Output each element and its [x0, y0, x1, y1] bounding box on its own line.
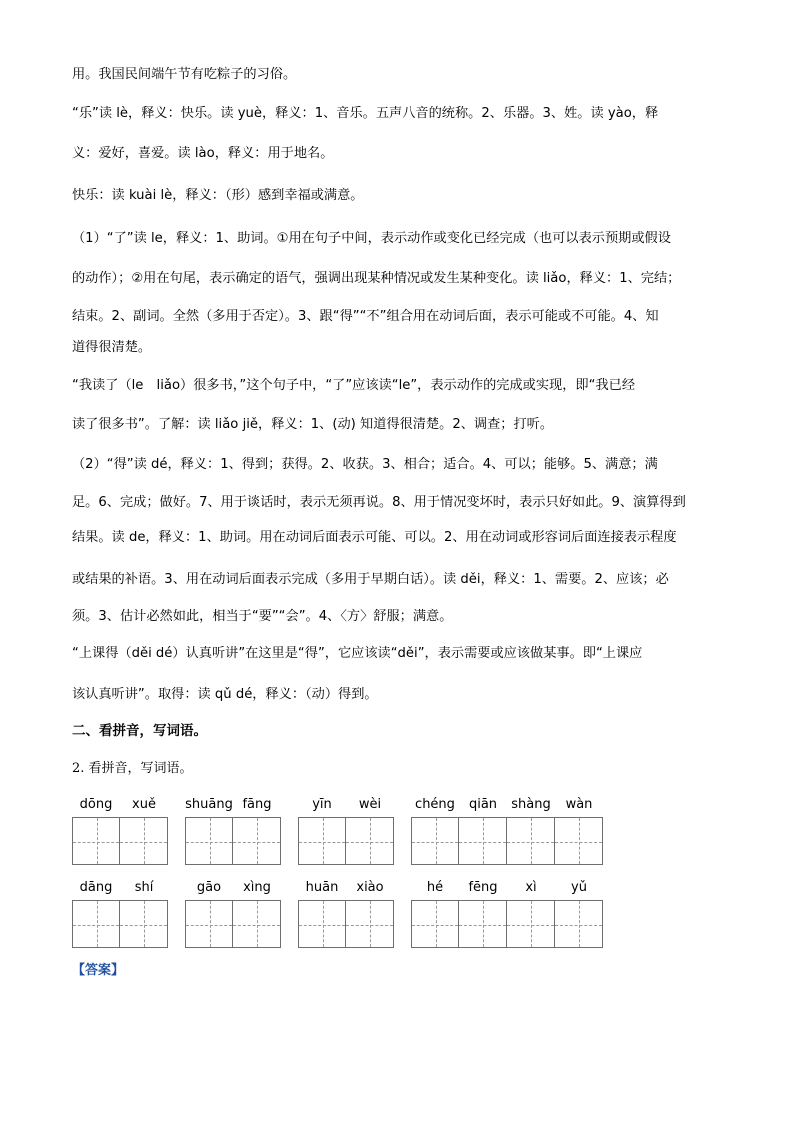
- paragraph-line: 结果。读 de，释义：1、助词。用在动词后面表示可能、可以。2、用在动词或形容词后面连接表示程度: [72, 530, 677, 545]
- pinyin-label: gāo: [196, 880, 222, 895]
- answer-label: 【答案】: [72, 963, 125, 978]
- paragraph-line: “乐”读 lè，释义：快乐。读 yuè，释义：1、音乐。五声八音的统称。2、乐器。3、姓。读 yào，释: [72, 106, 659, 121]
- section-heading: 二、看拼音，写词语。: [72, 723, 207, 739]
- writing-box[interactable]: [120, 900, 168, 948]
- paragraph-line: “上课得（děi dé）认真听讲”在这里是“得”，它应该读“děi”，表示需要或应该做某事。即“上课应: [72, 646, 643, 661]
- writing-box[interactable]: [555, 900, 603, 948]
- paragraph-line: 义：爱好，喜爱。读 lào，释义：用于地名。: [72, 146, 334, 161]
- paragraph-line: 或结果的补语。3、用在动词后面表示完成（多用于早期白话）。读 děi，释义：1、需要。2、应该；必: [72, 572, 669, 587]
- paragraph-line: 须。3、估计必然如此，相当于“要”“会”。4、〈方〉舒服；满意。: [72, 609, 453, 624]
- writing-box[interactable]: [72, 817, 120, 865]
- pinyin-label: yīn: [312, 797, 332, 812]
- paragraph-line: “我读了（le liǎo）很多书，”这个句子中，“了”应该读“le”，表示动作的完成或实现，即“我已经: [72, 378, 636, 393]
- paragraph-line: （1）“了”读 le，释义：1、助词。①用在句子中间，表示动作或变化已经完成（也可以表示预期或假设: [72, 231, 671, 246]
- writing-box[interactable]: [346, 817, 394, 865]
- writing-box[interactable]: [120, 817, 168, 865]
- pinyin-label: fāng: [242, 797, 272, 812]
- writing-box[interactable]: [459, 817, 507, 865]
- paragraph-line: 的动作）；②用在句尾，表示确定的语气，强调出现某种情况或发生某种变化。读 liǎo，释义：1、完结；: [72, 271, 681, 286]
- writing-box[interactable]: [72, 900, 120, 948]
- writing-box[interactable]: [411, 900, 459, 948]
- pinyin-label: xiào: [356, 880, 384, 895]
- writing-box[interactable]: [185, 900, 233, 948]
- pinyin-label: wèi: [358, 797, 382, 812]
- writing-box[interactable]: [507, 817, 555, 865]
- pinyin-label: shàng: [511, 797, 551, 812]
- paragraph-line: 读了很多书”。了解：读 liǎo jiě，释义：1、(动) 知道得很清楚。2、调查；打听。: [72, 417, 554, 432]
- writing-box[interactable]: [233, 817, 281, 865]
- pinyin-label: fēng: [468, 880, 498, 895]
- pinyin-label: chéng: [415, 797, 455, 812]
- pinyin-label: xì: [525, 880, 537, 895]
- pinyin-label: dāng: [79, 880, 113, 895]
- writing-box[interactable]: [459, 900, 507, 948]
- writing-box[interactable]: [233, 900, 281, 948]
- pinyin-label: huān: [305, 880, 339, 895]
- paragraph-line: 用。我国民间端午节有吃粽子的习俗。: [72, 67, 297, 82]
- writing-box[interactable]: [298, 817, 346, 865]
- paragraph-line: （2）“得”读 dé，释义：1、得到；获得。2、收获。3、相合；适合。4、可以；能够。5、满意；满: [72, 457, 658, 472]
- paragraph-line: 该认真听讲”。取得：读 qǔ dé，释义：（动）得到。: [72, 687, 378, 702]
- writing-box[interactable]: [507, 900, 555, 948]
- paragraph-line: 道得很清楚。: [72, 340, 152, 355]
- paragraph-line: 结束。2、副词。全然（多用于否定）。3、跟“得”“不”组合用在动词后面，表示可能或不可能。4、知: [72, 309, 659, 324]
- paragraph-line: 足。6、完成；做好。7、用于谈话时，表示无须再说。8、用于情况变坏时，表示只好如此。9、演算得到: [72, 495, 686, 510]
- pinyin-label: hé: [426, 880, 444, 895]
- pinyin-label: wàn: [565, 797, 593, 812]
- writing-box[interactable]: [555, 817, 603, 865]
- pinyin-label: shuāng: [185, 797, 233, 812]
- pinyin-label: xuě: [132, 797, 156, 812]
- pinyin-label: shí: [134, 880, 154, 895]
- pinyin-label: dōng: [79, 797, 113, 812]
- pinyin-label: xìng: [243, 880, 271, 895]
- question-title: 2. 看拼音，写词语。: [72, 761, 193, 776]
- writing-box[interactable]: [346, 900, 394, 948]
- writing-box[interactable]: [185, 817, 233, 865]
- pinyin-label: qiān: [468, 797, 498, 812]
- paragraph-line: 快乐：读 kuài lè，释义：（形）感到幸福或满意。: [72, 188, 364, 203]
- writing-box[interactable]: [411, 817, 459, 865]
- pinyin-label: yǔ: [571, 880, 587, 895]
- writing-box[interactable]: [298, 900, 346, 948]
